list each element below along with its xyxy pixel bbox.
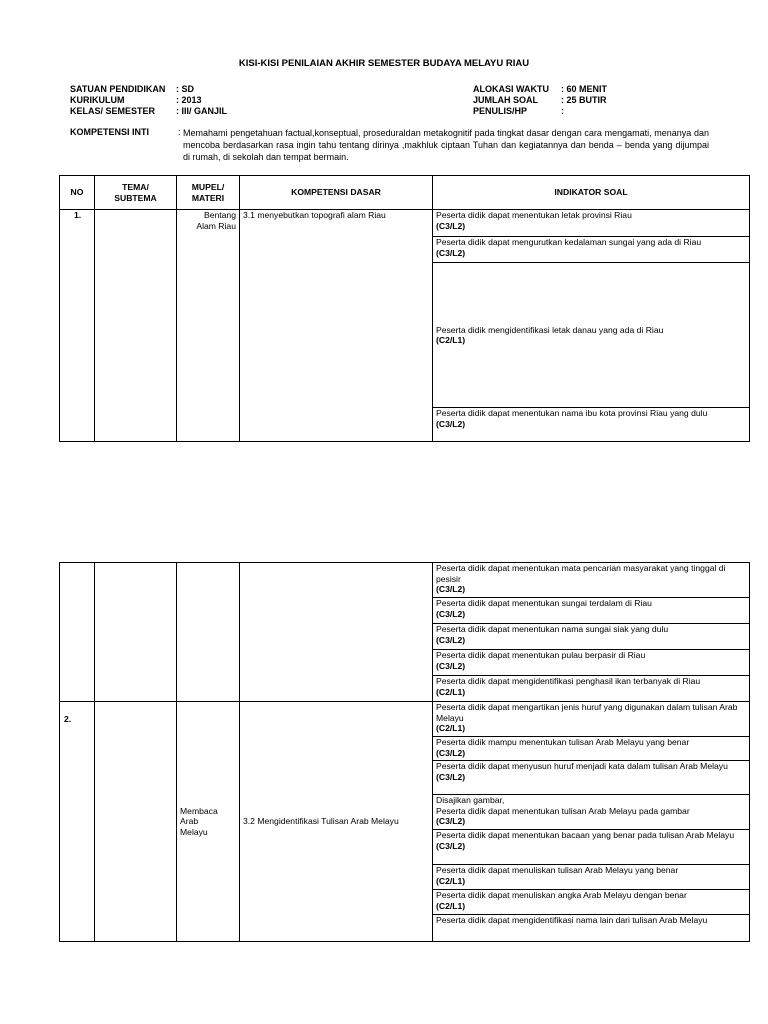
indicator-text: Peserta didik dapat menuliskan tulisan Arab Melayu yang benar	[436, 865, 679, 875]
no-cell	[60, 563, 95, 702]
indicator-cell	[433, 702, 750, 737]
indicator-cell	[433, 563, 750, 598]
kompetensi-dasar-cell: 3.2 Mengidentifikasi Tulisan Arab Melayu	[240, 702, 433, 942]
indicator-text: Peserta didik dapat menentukan sungai terdalam di Riau	[436, 598, 652, 608]
indicator-cell	[433, 598, 750, 624]
indicator-cell	[433, 915, 750, 942]
materi-line: Alam Riau	[196, 220, 236, 231]
indicator-cell	[433, 761, 750, 795]
meta-row	[473, 84, 607, 95]
indicator-code: (C3/L2)	[436, 747, 466, 758]
indicator-code: (C3/L2)	[436, 634, 466, 645]
tema-cell	[95, 563, 177, 702]
indicator-code: (C3/L2)	[436, 608, 466, 619]
indicator-code: (C3/L2)	[436, 771, 466, 782]
indicator-text: Peserta didik dapat menuliskan angka Arab Melayu dengan benar	[436, 890, 687, 900]
indicator-cell	[433, 408, 750, 442]
materi-cell	[177, 702, 240, 942]
meta-row	[70, 106, 227, 117]
materi-line: Melayu	[180, 826, 208, 837]
materi-cell	[177, 563, 240, 702]
meta-value: : III/ GANJIL	[176, 106, 228, 116]
indicator-text: Peserta didik dapat menentukan letak provinsi Riau	[436, 210, 632, 220]
meta-label: KELAS/ SEMESTER	[70, 106, 156, 116]
indicator-code: (C2/L1)	[436, 723, 466, 733]
meta-row	[473, 106, 607, 117]
row-number: 2.	[60, 702, 95, 942]
indicator-cell	[433, 795, 750, 830]
indicator-code: (C3/L2)	[436, 584, 466, 594]
kompetensi-inti-colon: :	[178, 127, 181, 137]
header-tema-line: TEMA/	[122, 181, 149, 192]
indicator-text: Peserta didik mampu menentukan tulisan Arab Melayu yang benar	[436, 737, 690, 747]
table-row	[60, 210, 750, 237]
indicator-cell	[433, 624, 750, 650]
indicator-code: (C3/L2)	[436, 418, 466, 429]
meta-label: PENULIS/HP	[473, 106, 528, 116]
meta-row	[70, 84, 227, 95]
tema-cell	[95, 702, 177, 942]
materi-line: Arab	[180, 816, 199, 827]
tema-cell	[95, 210, 177, 442]
meta-label: SATUAN PENDIDIKAN	[70, 84, 166, 94]
kompetensi-inti-label: KOMPETENSI INTI	[70, 127, 150, 137]
meta-left	[70, 84, 227, 117]
header-indikator: INDIKATOR SOAL	[433, 176, 750, 210]
indicator-cell	[433, 263, 750, 408]
meta-row	[70, 95, 227, 106]
indicator-code: (C2/L1)	[436, 900, 466, 911]
indicator-cell	[433, 676, 750, 702]
indicator-text: Peserta didik dapat menentukan nama sungai siak yang dulu	[436, 624, 669, 634]
indicator-text: Peserta didik dapat mengurutkan kedalaman sungai yang ada di Riau	[436, 237, 702, 247]
indicator-code: (C3/L2)	[436, 660, 466, 671]
indicator-cell	[433, 737, 750, 761]
kisi-table-page-2	[59, 562, 750, 942]
materi-line: Bentang	[203, 210, 236, 220]
row-number: 1.	[60, 210, 95, 442]
table-row	[60, 563, 750, 598]
indicator-text: Peserta didik dapat menyusun huruf menjadi kata dalam tulisan Arab Melayu	[436, 761, 728, 771]
header-row	[60, 176, 750, 210]
indicator-cell	[433, 830, 750, 865]
indicator-cell	[433, 210, 750, 237]
indicator-pre: Disajikan gambar,	[436, 795, 505, 805]
indicator-code: (C3/L2)	[436, 220, 466, 231]
indicator-cell	[433, 237, 750, 263]
meta-value: : 60 MENIT	[561, 84, 608, 94]
meta-value: : 2013	[176, 95, 202, 105]
meta-value: : SD	[176, 84, 194, 94]
indicator-code: (C2/L1)	[436, 686, 466, 697]
indicator-text: Peserta didik dapat menentukan mata pencarian masyarakat yang tinggal di pesisir	[436, 563, 726, 584]
header-no: NO	[60, 176, 95, 210]
indicator-code: (C3/L2)	[436, 816, 466, 826]
indicator-text: Peserta didik dapat menentukan pulau berpasir di Riau	[436, 650, 646, 660]
kompetensi-dasar-cell: 3.1 menyebutkan topografi alam Riau	[240, 210, 433, 442]
meta-row	[473, 95, 607, 106]
indicator-cell	[433, 865, 750, 890]
indicator-code: (C3/L2)	[436, 247, 466, 258]
kompetensi-inti-text: Memahami pengetahuan factual,konseptual, proseduraldan metakognitif pada tingkat dasar dengan cara mengamati, menanya dan mencoba berdasarkan rasa ingin tahu tentang dirinya ,makhluk ciptaan Tuhan dan kegiatannya dan benda – benda yang dijumpai di rumah, di sekolah dan tempat bermain.	[183, 128, 709, 162]
header-mupel-line: MATERI	[191, 192, 225, 203]
header-mupel	[177, 176, 240, 210]
indicator-text: Peserta didik dapat menentukan nama ibu kota provinsi Riau yang dulu	[436, 408, 708, 418]
header-tema	[95, 176, 177, 210]
document-title: KISI-KISI PENILAIAN AKHIR SEMESTER BUDAYA MELAYU RIAU	[238, 58, 530, 69]
indicator-text: Peserta didik dapat mengidentifikasi nama lain dari tulisan Arab Melayu	[436, 915, 708, 925]
meta-label: ALOKASI WAKTU	[473, 84, 549, 94]
indicator-text: Peserta didik mengidentifikasi letak danau yang ada di Riau	[436, 324, 664, 335]
meta-right	[473, 84, 607, 117]
table-row	[60, 702, 750, 737]
meta-label: KURIKULUM	[70, 95, 125, 105]
meta-label: JUMLAH SOAL	[473, 95, 538, 105]
materi-line: Membaca	[180, 805, 218, 816]
indicator-text: Peserta didik dapat mengidentifikasi penghasil ikan terbanyak di Riau	[436, 676, 701, 686]
kisi-table-page-1	[59, 175, 750, 442]
meta-value: : 25 BUTIR	[561, 95, 607, 105]
indicator-cell	[433, 890, 750, 915]
materi-cell	[177, 210, 240, 442]
meta-value: :	[561, 106, 564, 116]
indicator-code: (C2/L1)	[436, 335, 466, 345]
indicator-text: Peserta didik dapat menentukan tulisan Arab Melayu pada gambar	[436, 805, 690, 816]
indicator-code: (C2/L1)	[436, 875, 466, 886]
header-tema-line: SUBTEMA	[114, 192, 157, 203]
indicator-cell	[433, 650, 750, 676]
indicator-text: Peserta didik dapat menentukan bacaan yang benar pada tulisan Arab Melayu	[436, 830, 735, 840]
indicator-text: Peserta didik dapat mengartikan jenis huruf yang digunakan dalam tulisan Arab Melayu	[436, 702, 738, 723]
indicator-code: (C3/L2)	[436, 840, 466, 851]
header-mupel-line: MUPEL/	[191, 181, 225, 192]
kompetensi-dasar-cell	[240, 563, 433, 702]
header-kompetensi-dasar: KOMPETENSI DASAR	[240, 176, 433, 210]
